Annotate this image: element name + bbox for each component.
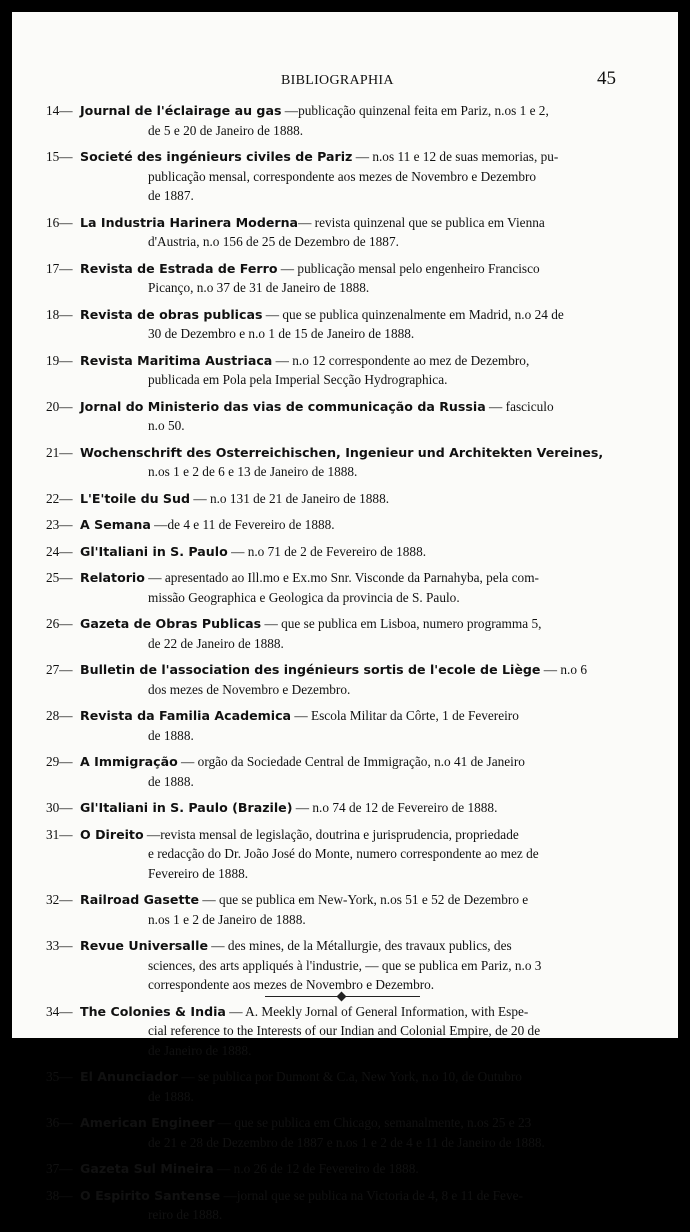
entry-first-line: [12, 706, 678, 726]
entry-number: 31—: [46, 826, 73, 842]
bibliography-entry: [12, 443, 678, 482]
entry-title: Revista da Familia Academica: [80, 708, 292, 723]
entry-title: Revista de obras publicas: [80, 306, 263, 322]
entry-description: — se publica por Dumont & C.a, New York, n.o 10, de Outubro: [178, 1069, 522, 1084]
entry-number: 37—: [46, 1161, 73, 1176]
entry-description: — fasciculo: [485, 398, 554, 414]
entry-number: 23—: [46, 517, 73, 532]
entry-description: — que se publica em Chicago, semanalmente, n.os 25 e 23: [214, 1115, 532, 1130]
entry-continuation-line: publicação mensal, correspondente aos mezes de Novembro e Dezembro: [148, 168, 537, 184]
entry-continuation-line: Picanço, n.o 37 de 31 de Janeiro de 1888.: [148, 280, 370, 295]
entry-number: 25—: [46, 570, 73, 585]
entry-continuation-line: de 1887.: [148, 188, 194, 203]
entry-continuation-line: missão Geographica e Geologica da provincia de S. Paulo.: [148, 589, 460, 605]
entry-title: A Semana: [80, 517, 151, 532]
entry-title: Wochenschrift des Osterreichischen, Ingenieur und Architekten Vereines,: [80, 444, 604, 460]
entry-continuation-line: de 1888.: [148, 773, 194, 789]
entry-first-line: [12, 147, 678, 167]
bibliography-entry: [12, 515, 678, 535]
entry-title: Revue Universalle: [80, 938, 208, 953]
entry-description: —publicação quinzenal feita em Pariz, n.os 1 e 2,: [281, 103, 549, 118]
entry-first-line: [12, 825, 678, 845]
entry-number: 36—: [46, 1115, 73, 1130]
bibliography-entry: [12, 890, 678, 929]
entry-description: — n.o 26 de 12 de Fevereiro de 1888.: [213, 1161, 419, 1176]
entry-number: 17—: [46, 260, 73, 276]
entry-number: 22—: [46, 490, 73, 506]
entry-number: 15—: [46, 149, 73, 164]
entry-description: — que se publica quinzenalmente em Madrid, n.o 24 de: [262, 306, 564, 322]
entry-number: 29—: [46, 754, 73, 769]
entry-description: — n.os 11 e 12 de suas memorias, pu-: [352, 149, 559, 164]
entry-continuation-line: de 1888.: [148, 1088, 194, 1104]
entry-description: —jornal que se publica na Victoria de 4, 8 e 11 de Feve-: [220, 1187, 523, 1203]
entry-number: 28—: [46, 708, 73, 723]
bibliography-entry: [12, 660, 678, 699]
entry-title: La Industria Harinera Moderna: [80, 214, 299, 230]
running-title: BIBLIOGRAPHIA: [281, 73, 394, 88]
entry-description: — n.o 74 de 12 de Fevereiro de 1888.: [292, 800, 498, 815]
entry-first-line: [12, 542, 678, 562]
entry-first-line: [12, 798, 678, 818]
entry-title: Gazeta de Obras Publicas: [80, 616, 262, 631]
entry-first-line: [12, 443, 678, 463]
bibliography-entry: [12, 1186, 678, 1225]
entry-continuation-line: cial reference to the Interests of our Indian and Colonial Empire, de 20 de: [148, 1023, 541, 1038]
entry-first-line: [12, 305, 678, 325]
bibliography-list: [12, 101, 678, 1232]
entry-description: — n.o 6: [540, 662, 587, 677]
entry-title: Railroad Gasette: [80, 892, 200, 907]
entry-title: The Colonies & India: [80, 1003, 226, 1019]
entry-first-line: [12, 890, 678, 910]
entry-number: 21—: [46, 444, 73, 460]
entry-number: 20—: [46, 398, 73, 414]
entry-title: Gl'Italiani in S. Paulo (Brazile): [80, 800, 293, 815]
entry-first-line: [12, 515, 678, 535]
entry-continuation-line: n.os 1 e 2 de 6 e 13 de Janeiro de 1888.: [148, 464, 358, 479]
entry-first-line: [12, 259, 678, 279]
entry-description: — A. Meekly Jornal of General Information, with Espe-: [225, 1003, 529, 1019]
entry-title: Jornal do Ministerio das vias de communicação da Russia: [80, 398, 486, 414]
bibliography-entry: [12, 1002, 678, 1061]
entry-title: Gazeta Sul Mineira: [80, 1161, 214, 1176]
entry-continuation-line: de 5 e 20 de Janeiro de 1888.: [148, 122, 304, 138]
entry-number: 24—: [46, 543, 73, 559]
bibliography-entry: [12, 614, 678, 653]
entry-title: L'E'toile du Sud: [80, 490, 190, 506]
entry-title: American Engineer: [80, 1115, 215, 1130]
entry-number: 19—: [46, 352, 73, 368]
entry-title: Revista Maritima Austriaca: [80, 352, 273, 368]
entry-first-line: [12, 1067, 678, 1087]
entry-title: Relatorio: [80, 570, 145, 585]
closing-ornament-rule: [265, 996, 420, 998]
bibliography-entry: [12, 147, 678, 206]
entry-number: 16—: [46, 214, 73, 230]
entry-title: O Direito: [80, 826, 144, 842]
bibliography-entry: [12, 351, 678, 390]
bibliography-entry: [12, 568, 678, 607]
entry-first-line: [12, 1113, 678, 1133]
entry-description: — n.o 12 correspondente ao mez de Dezembro,: [272, 352, 530, 368]
bibliography-entry: [12, 305, 678, 344]
bibliography-entry: [12, 489, 678, 509]
entry-description: — apresentado ao Ill.mo e Ex.mo Snr. Visconde da Parnahyba, pela com-: [144, 570, 539, 585]
entry-number: 38—: [46, 1187, 73, 1203]
entry-description: — orgão da Sociedade Central de Immigração, n.o 41 de Janeiro: [177, 754, 525, 769]
bibliography-entry: [12, 936, 678, 995]
entry-first-line: [12, 1002, 678, 1022]
entry-description: — n.o 131 de 21 de Janeiro de 1888.: [190, 490, 390, 506]
bibliography-entry: [12, 825, 678, 884]
entry-first-line: [12, 936, 678, 956]
entry-first-line: [12, 614, 678, 634]
bibliography-entry: [12, 1067, 678, 1106]
entry-continuation-line: e redacção do Dr. João José do Monte, numero correspondente ao mez de: [148, 846, 539, 861]
bibliography-entry: [12, 1113, 678, 1152]
entry-first-line: [12, 101, 678, 121]
entry-title: Revista de Estrada de Ferro: [80, 260, 278, 276]
bibliography-entry: [12, 706, 678, 745]
entry-continuation-line: n.o 50.: [148, 418, 185, 433]
entry-number: 30—: [46, 800, 73, 815]
bibliography-entry: [12, 397, 678, 436]
book-page: [12, 12, 678, 1222]
entry-description: —revista mensal de legislação, doutrina e jurisprudencia, propriedade: [143, 826, 519, 842]
entry-description: — n.o 71 de 2 de Fevereiro de 1888.: [227, 543, 427, 559]
bibliography-entry: [12, 752, 678, 791]
entry-first-line: [12, 489, 678, 509]
bibliography-entry: [12, 259, 678, 298]
bibliography-entry: [12, 101, 678, 140]
entry-number: 32—: [46, 892, 73, 907]
entry-description: — Escola Militar da Côrte, 1 de Fevereiro: [291, 708, 519, 723]
entry-continuation-line: de Janeiro de 1888.: [148, 1042, 252, 1058]
entry-title: O Espirito Santense: [80, 1187, 221, 1203]
entry-description: — que se publica em New-York, n.os 51 e 52 de Dezembro e: [199, 892, 529, 907]
bibliography-entry: [12, 1159, 678, 1179]
entry-continuation-line: de 22 de Janeiro de 1888.: [148, 635, 284, 651]
entry-continuation-line: Fevereiro de 1888.: [148, 865, 249, 881]
entry-continuation-line: n.os 1 e 2 de Janeiro de 1888.: [148, 911, 306, 927]
page-header: [12, 62, 678, 92]
bibliography-entry: [12, 213, 678, 252]
entry-continuation-line: reiro de 1888.: [148, 1207, 223, 1222]
entry-description: — publicação mensal pelo engenheiro Francisco: [277, 260, 540, 276]
entry-title: A Immigração: [80, 754, 178, 769]
entry-continuation-line: sciences, des arts appliqués à l'industrie, — que se publica em Pariz, n.o 3: [148, 957, 542, 973]
entry-number: 34—: [46, 1003, 73, 1019]
entry-first-line: [12, 1186, 678, 1206]
entry-number: 33—: [46, 938, 73, 953]
entry-title: Gl'Italiani in S. Paulo: [80, 543, 228, 559]
entry-number: 27—: [46, 662, 73, 677]
entry-continuation-line: publicada em Pola pela Imperial Secção Hydrographica.: [148, 372, 448, 387]
entry-title: Journal de l'éclairage au gas: [80, 103, 282, 118]
entry-continuation-line: correspondente aos mezes de Novembro e Dezembro.: [148, 977, 435, 992]
entry-continuation-line: dos mezes de Novembro e Dezembro.: [148, 681, 351, 697]
entry-continuation-line: 30 de Dezembro e n.o 1 de 15 de Janeiro de 1888.: [148, 326, 415, 341]
entry-first-line: [12, 397, 678, 417]
entry-number: 35—: [46, 1069, 73, 1084]
entry-first-line: [12, 213, 678, 233]
entry-title: Bulletin de l'association des ingénieurs sortis de l'ecole de Liège: [80, 662, 541, 677]
entry-continuation-line: d'Austria, n.o 156 de 25 de Dezembro de 1887.: [148, 234, 399, 249]
page-number: 45: [597, 68, 616, 89]
entry-description: —de 4 e 11 de Fevereiro de 1888.: [150, 517, 335, 532]
entry-continuation-line: de 1888.: [148, 727, 194, 743]
entry-first-line: [12, 660, 678, 680]
entry-continuation-line: de 21 e 28 de Dezembro de 1887 e n.os 1 e 2 de 4 e 11 de Janeiro de 1888.: [148, 1134, 545, 1150]
entry-number: 18—: [46, 306, 73, 322]
entry-description: — que se publica em Lisboa, numero programma 5,: [261, 616, 542, 631]
entry-description: — des mines, de la Métallurgie, des travaux publics, des: [207, 938, 512, 953]
entry-number: 26—: [46, 616, 73, 631]
entry-first-line: [12, 1159, 678, 1179]
entry-first-line: [12, 752, 678, 772]
entry-title: El Anunciador: [80, 1069, 179, 1084]
bibliography-entry: [12, 542, 678, 562]
entry-description: — revista quinzenal que se publica em Vienna: [298, 214, 545, 230]
entry-title: Societé des ingénieurs civiles de Pariz: [80, 149, 353, 164]
bibliography-entry: [12, 798, 678, 818]
entry-first-line: [12, 568, 678, 588]
entry-first-line: [12, 351, 678, 371]
entry-number: 14—: [46, 103, 73, 118]
